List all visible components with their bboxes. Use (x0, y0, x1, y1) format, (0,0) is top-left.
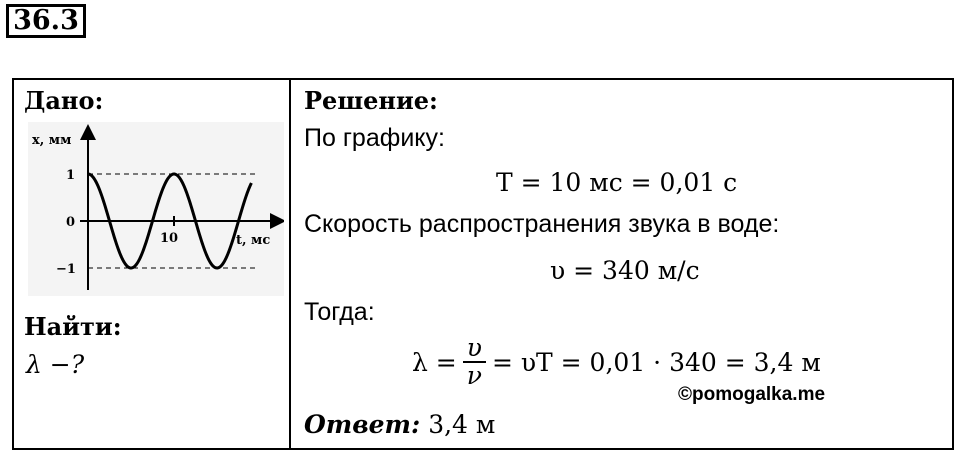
formula-period: T = 10 мс = 0,01 с (496, 168, 738, 197)
solution-line-3: Тогда: (304, 298, 375, 326)
answer (304, 410, 495, 439)
find-heading: Найти: (24, 312, 122, 341)
unknown-quantity: λ −? (26, 350, 85, 379)
y-tick-minus-1: −1 (56, 262, 76, 277)
answer-label: Ответ: (304, 410, 421, 439)
answer-value: 3,4 м (428, 410, 496, 439)
fraction (463, 335, 486, 389)
y-tick-0: 0 (66, 215, 76, 230)
y-tick-1: 1 (66, 168, 76, 183)
formula-speed: υ = 340 м/с (550, 256, 700, 285)
formula-lhs: λ = (412, 347, 457, 377)
solution-line-2: Скорость распространения звука в воде: (304, 210, 780, 238)
fraction-numerator: υ (463, 335, 486, 363)
oscillation-graph-svg (28, 122, 284, 296)
y-axis-label: x, мм (32, 133, 72, 148)
oscillation-graph (28, 122, 284, 296)
column-divider (289, 80, 291, 448)
solution-line-1: По графику: (304, 124, 445, 152)
formula-rhs: = υT = 0,01 · 340 = 3,4 м (491, 347, 821, 377)
watermark: ©pomogalka.me (678, 384, 826, 405)
problem-number: 36.3 (6, 4, 86, 38)
x-tick-label-10: 10 (160, 231, 179, 246)
solution-heading: Решение: (304, 86, 438, 115)
x-axis-label: t, мс (236, 233, 271, 248)
fraction-denominator: ν (466, 361, 482, 390)
given-heading: Дано: (24, 86, 104, 115)
